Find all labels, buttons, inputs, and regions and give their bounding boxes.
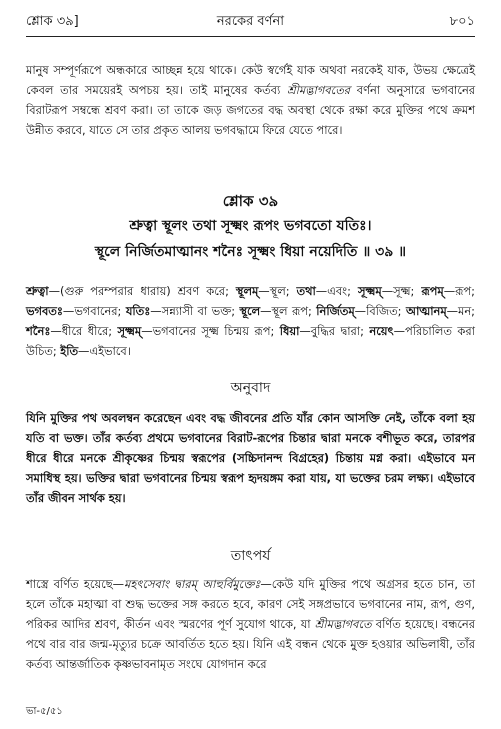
synonym-word: রূপম্ <box>421 284 444 298</box>
intro-paragraph <box>26 60 475 140</box>
synonym-meaning: —বিজিত; <box>354 304 406 318</box>
synonyms-paragraph <box>26 281 475 361</box>
intro-text-1: মানুষ সম্পূর্ণরূপে অন্ধকারে আচ্ছন্ন হয়ে থাকে। কেউ স্বর্গেই যাক অথবা নরকেই যাক, উভয় ক্ষেত্রেই কেবল তার সময়েরই অপচয় হয়। তাই মানুষের কর্তব্য <box>26 63 475 97</box>
synonym-word: স্থূলে <box>239 304 261 318</box>
purport-text-c: বর্ণিত হয়েছে। বন্ধনের পথে বার বার জন্ম-মৃত্যুর চক্রে আবর্তিত হতে হয়। যিনি এই বন্ধন থেকে মুক্ত হওয়ার অভিলাষী, তাঁর কর্তব্য আন্তর্জাতিক কৃষ্ণভাবনামৃত সংঘে যোগদান করে <box>26 617 475 671</box>
translation-text: যিনি মুক্তির পথ অবলম্বন করেছেন এবং বদ্ধ জীবনের প্রতি যাঁর কোন আসক্তি নেই, তাঁকে বলা হয় যতি বা ভক্ত। তাঁর কর্তব্য প্রথমে ভগবানের বিরাট-রূপের চিন্তার দ্বারা মনকে বশীভূত করে, তারপর ধীরে ধীরে মনকে শ্রীকৃষ্ণের চিন্ময় স্বরূপের (সচ্চিদানন্দ বিগ্রহের) চিন্তায় মগ্ন করা। এইভাবে মন সমাধিস্থ হয়। ভক্তির দ্বারা ভগবানের চিন্ময় স্বরূপ হৃদয়ঙ্গম করা যায়, যা ভক্তের চরম লক্ষ্য। এইভাবে তাঁর জীবন সার্থক হয়। <box>26 411 475 505</box>
footer-signature: ভা-৫/৫১ <box>26 706 63 717</box>
header-verse-ref: শ্লোক ৩৯] <box>26 14 79 29</box>
synonym-word: স্থূলম্ <box>235 284 259 298</box>
header-rule <box>26 36 475 37</box>
synonym-word: ইতি <box>60 344 79 358</box>
synonym-meaning: —ধীরে ধীরে; <box>50 324 118 338</box>
running-header <box>26 12 475 32</box>
header-chapter-title: নরকের বর্ণনা <box>216 14 285 29</box>
synonym-meaning: —ভগবানের সূক্ষ্ম চিন্ময় রূপ; <box>141 324 280 338</box>
verse-line-1: শ্রুত্বা স্থূলং তথা সূক্ষ্মং রূপং ভগবতো যতিঃ। <box>129 218 372 234</box>
synonym-word: নয়েৎ <box>369 324 394 338</box>
synonym-word: তথা <box>296 284 316 298</box>
synonym-meaning: —রূপ; <box>443 284 475 298</box>
synonym-word: যতিঃ <box>125 304 151 318</box>
synonym-meaning: —বুদ্ধির দ্বারা; <box>299 324 370 338</box>
synonym-word: ধিয়া <box>279 324 300 338</box>
synonym-meaning: —পরিচালিত করা উচিত; <box>26 324 475 358</box>
purport-text-b: —কেউ যদি মুক্তির পথে অগ্রসর হতে চান, তা হলে তাঁকে মহাত্মা বা শুদ্ধ ভক্তের সঙ্গ করতে হবে, কারণ সেই সঙ্গপ্রভাবে ভগবানের নাম, রূপ, গুণ, পরিকর আদির শ্রবণ, কীর্তন এবং স্মরণের পূর্ণ সুযোগ থাকে, যা <box>26 577 475 631</box>
synonym-word: সূক্ষ্মম্ <box>117 324 142 338</box>
synonym-meaning: —সন্ন্যাসী বা ভক্ত; <box>150 304 240 318</box>
synonym-word: ভগবতঃ <box>26 304 63 318</box>
synonym-meaning: —এবং; <box>315 284 358 298</box>
synonym-meaning: —ভগবানের; <box>62 304 126 318</box>
translation-title: অনুবাদ <box>230 380 271 396</box>
intro-italic: শ্রীমদ্ভাগবতের <box>287 83 351 97</box>
synonym-meaning: —মন; <box>446 304 476 318</box>
synonym-meaning: —স্থূল; <box>258 284 297 298</box>
synonym-meaning: —সূক্ষ্ম; <box>381 284 422 298</box>
purport-paragraph <box>26 574 475 674</box>
synonym-word: আত্মানম্ <box>405 304 447 318</box>
synonym-word: নির্জিতম্ <box>316 304 355 318</box>
synonym-meaning: —স্থূল রূপ; <box>260 304 317 318</box>
synonym-word: শ্রুত্বা <box>26 284 49 298</box>
verse-line-2: স্থূলে নির্জিতমাত্মানং শনৈঃ সূক্ষ্মং ধিয়া নয়েদিতি ॥ ৩৯ ॥ <box>94 244 407 260</box>
purport-text-a: শাস্ত্রে বর্ণিত হয়েছে— <box>26 577 125 591</box>
synonym-word: শনৈঃ <box>26 324 51 338</box>
synonym-meaning: —(গুরু পরম্পরার ধারায়) শ্রবণ করে; <box>48 284 236 298</box>
purport-quote: মহৎসেবাং দ্বারম্ আহুর্বিমুক্তেঃ <box>124 577 261 591</box>
intro-text-2: বর্ণনা অনুসারে ভগবানের বিরাটরূপ সম্বন্ধে শ্রবণ করা। তা তাকে জড় জগতের বদ্ধ অবস্থা থেকে রক্ষা করে মুক্তির পথে ক্রমশ উন্নীত করবে, যাতে সে তার প্রকৃত আলয় ভগবদ্ধামে ফিরে যেতে পারে। <box>26 83 476 137</box>
verse-title: শ্লোক ৩৯ <box>222 192 279 210</box>
page-number: ৮০১ <box>449 14 475 29</box>
synonym-meaning: —এইভাবে। <box>78 344 131 358</box>
purport-italic: শ্রীমদ্ভাগবতে <box>314 617 372 631</box>
purport-title: তাৎপর্য <box>230 548 271 564</box>
synonym-word: সূক্ষ্মম্ <box>357 284 382 298</box>
